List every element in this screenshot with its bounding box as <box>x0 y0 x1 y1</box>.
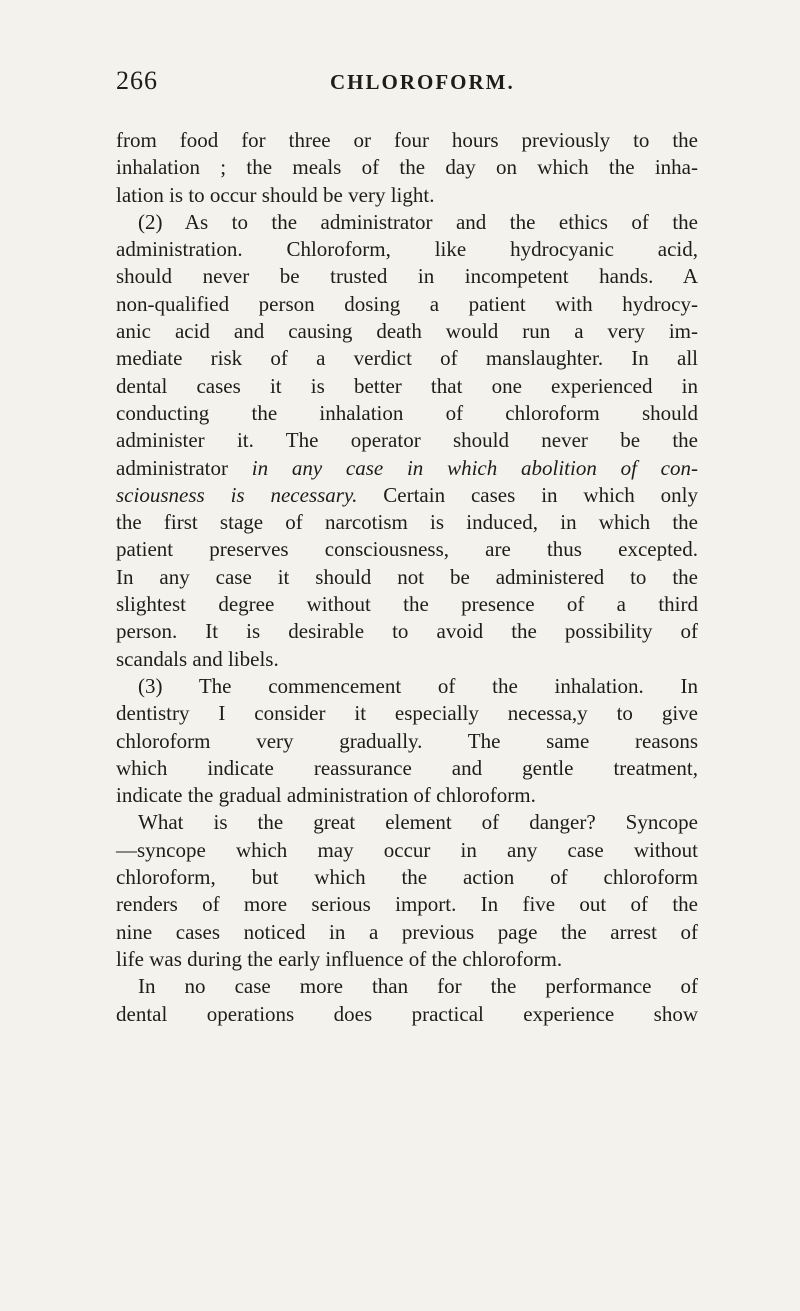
body-text <box>116 127 698 1028</box>
text-line: person. It is desirable to avoid the possibility of <box>116 619 698 644</box>
text-line: slightest degree without the presence of a third <box>116 592 698 617</box>
text-line: What is the great element of danger? Syncope <box>138 810 698 835</box>
running-head <box>116 66 696 106</box>
paragraph-administrator <box>116 209 698 673</box>
text-line: life was during the early influence of the chloroform. <box>116 946 563 971</box>
page-number: 266 <box>116 66 158 95</box>
text-line: dental cases it is better that one experienced in <box>116 373 698 398</box>
text-line: chloroform very gradually. The same reasons <box>116 728 698 753</box>
text-line: anic acid and causing death would run a very im- <box>116 319 698 344</box>
running-title: CHLOROFORM. <box>330 70 515 94</box>
text-line: conducting the inhalation of chloroform should <box>116 400 698 425</box>
text-line: non-qualified person dosing a patient with hydrocy- <box>116 291 698 316</box>
text-line: administer it. The operator should never be the <box>116 428 698 453</box>
text-line: should never be trusted in incompetent hands. A <box>116 264 698 289</box>
text-line: (3) The commencement of the inhalation. In <box>138 673 698 698</box>
text-line: patient preserves consciousness, are thus excepted. <box>116 537 698 562</box>
paragraph-danger <box>116 809 698 973</box>
text-line: indicate the gradual administration of chloroform. <box>116 783 536 808</box>
text-line-mixed <box>116 482 698 509</box>
text-line: chloroform, but which the action of chloroform <box>116 865 698 890</box>
text-line: lation is to occur should be very light. <box>116 182 435 207</box>
text-line: scandals and libels. <box>116 646 279 671</box>
text-line: nine cases noticed in a previous page the arrest of <box>116 919 698 944</box>
text-line: dental operations does practical experience show <box>116 1001 698 1026</box>
text-line: inhalation ; the meals of the day on which the inha- <box>116 155 698 180</box>
italic-emphasis: sciousness is necessary. <box>116 482 358 507</box>
text-line: the first stage of narcotism is induced, in which the <box>116 510 698 535</box>
text-line: In no case more than for the performance of <box>138 974 698 999</box>
text-line: —syncope which may occur in any case without <box>116 837 698 862</box>
text-line: mediate risk of a verdict of manslaughter. In all <box>116 346 698 371</box>
italic-emphasis: in any case in which abolition of con- <box>251 455 698 480</box>
paragraph-continuation <box>116 127 698 209</box>
text-line: dentistry I consider it especially necessa,y to give <box>116 701 698 726</box>
text-line: (2) As to the administrator and the ethics of the <box>138 209 698 234</box>
text-line: from food for three or four hours previously to the <box>116 128 698 152</box>
paragraph-dental-operations <box>116 973 698 1028</box>
text-segment: administrator <box>116 455 252 480</box>
text-line-mixed <box>116 455 698 482</box>
paragraph-commencement <box>116 673 698 809</box>
text-line: In any case it should not be administered to the <box>116 564 698 589</box>
text-segment: Certain cases in which only <box>357 482 698 507</box>
text-line: which indicate reassurance and gentle treatment, <box>116 755 698 780</box>
text-line: renders of more serious import. In five out of the <box>116 892 698 917</box>
text-line: administration. Chloroform, like hydrocyanic acid, <box>116 237 698 262</box>
